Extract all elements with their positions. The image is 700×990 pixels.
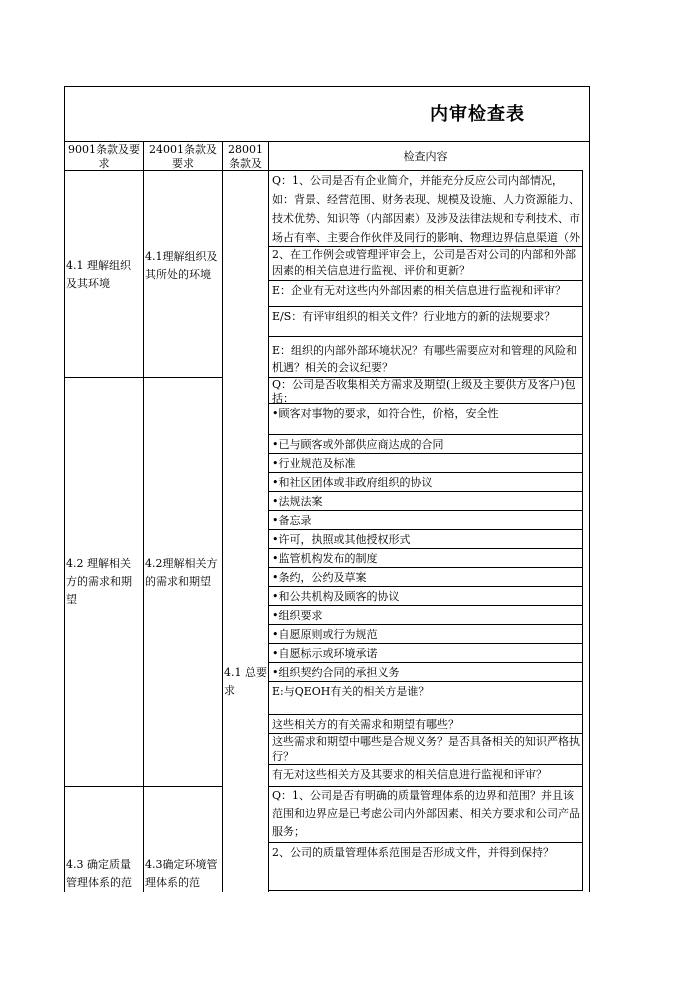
check-item: •许可，执照或其他授权形式 bbox=[272, 533, 411, 546]
check-item: 这些相关方的有关需求和期望有哪些？ bbox=[272, 718, 459, 731]
row-sep bbox=[268, 890, 583, 891]
top-border bbox=[64, 86, 590, 87]
check-item: •自愿标示或环境承诺 bbox=[272, 647, 378, 660]
check-item: •组织契约合同的承担义务 bbox=[272, 666, 400, 679]
check-item: •组织要求 bbox=[272, 609, 323, 622]
header-28001: 28001条款及 bbox=[228, 143, 263, 170]
clause-24001-4-1: 4.1理解组织及其所处的环境 bbox=[145, 250, 218, 281]
header-bottom-border bbox=[64, 170, 268, 171]
check-item: 2、公司的质量管理体系范围是否形成文件，并得到保持？ bbox=[272, 846, 554, 859]
right-border bbox=[589, 86, 590, 892]
items-right-border bbox=[582, 170, 583, 890]
header-9001: 9001条款及要求 bbox=[68, 143, 140, 170]
general-requirements: 4.1 总要求 bbox=[224, 666, 267, 697]
clause-9001-4-1: 4.1 理解组织及其环境 bbox=[66, 259, 131, 290]
check-item: •自愿原则或行为规范 bbox=[272, 628, 378, 641]
check-item: •备忘录 bbox=[272, 514, 312, 527]
check-item: •顾客对事物的要求，如符合性，价格，安全性 bbox=[272, 407, 499, 420]
row-sep bbox=[268, 336, 583, 337]
check-item: Q：1、公司是否有明确的质量管理体系的边界和范围？并且该范围和边界应是已考虑公司内外部因素、相关方要求和公司产品服务； bbox=[272, 789, 580, 838]
check-item: •条约，公约及草案 bbox=[272, 571, 367, 584]
clause-24001-4-2: 4.2理解相关方的需求和期望 bbox=[145, 557, 218, 588]
check-item: •和社区团体或非政府组织的协议 bbox=[272, 476, 433, 489]
header-24001: 24001条款及要求 bbox=[149, 143, 217, 170]
check-item: Q：公司是否收集相关方需求及期望(上级及主要供方及客户)包括： bbox=[272, 378, 576, 403]
check-item: E:与QEOH有关的相关方是谁？ bbox=[272, 685, 430, 698]
check-item: •和公共机构及顾客的协议 bbox=[272, 590, 400, 603]
check-item: 这些需求和期望中哪些是合规义务？是否具备相关的知识严格执行？ bbox=[272, 735, 580, 763]
clause-9001-4-3: 4.3 确定质量管理体系的范 bbox=[66, 858, 132, 889]
check-item: 有无对这些相关方及其要求的相关信息进行监视和评审？ bbox=[272, 768, 547, 781]
left-border bbox=[64, 86, 65, 892]
check-item: •已与顾客或外部供应商达成的合同 bbox=[272, 438, 444, 451]
check-item: E：企业有无对这些内外部因素的相关信息进行监视和评审？ bbox=[272, 284, 567, 297]
col1-divider bbox=[143, 141, 144, 892]
check-item: •法规法案 bbox=[272, 495, 323, 508]
clause-9001-4-2: 4.2 理解相关方的需求和期望 bbox=[66, 557, 132, 606]
col2-divider bbox=[222, 141, 223, 892]
check-item: 2、在工作例会或管理评审会上，公司是否对公司的内部和外部因素的相关信息进行监视、评价和更新？ bbox=[272, 248, 576, 277]
header-check-content: 检查内容 bbox=[403, 150, 448, 163]
check-item: Q：1、公司是否有企业简介，并能充分反应公司内部情况，如：背景、经营范围、财务表现、规模及设施、人力资源能力、技术优势、知识等（内部因素）及涉及法律法规和专利技术、市场占有率、主要合作伙伴及同行的影响、物理边界信息渠道（外 bbox=[272, 174, 580, 244]
check-item: •行业规范及标准 bbox=[272, 457, 356, 470]
clause-24001-4-3: 4.3确定环境管理体系的范 bbox=[145, 858, 218, 889]
page-title: 内审检查表 bbox=[430, 104, 525, 125]
check-item: E：组织的内部外部环境状况？有哪些需要应对和管理的风险和机遇？相关的会议纪要？ bbox=[272, 344, 578, 374]
check-item: E/S：有评审组织的相关文件？行业地方的新的法规要求？ bbox=[272, 310, 556, 323]
check-item: •监管机构发布的制度 bbox=[272, 552, 378, 565]
